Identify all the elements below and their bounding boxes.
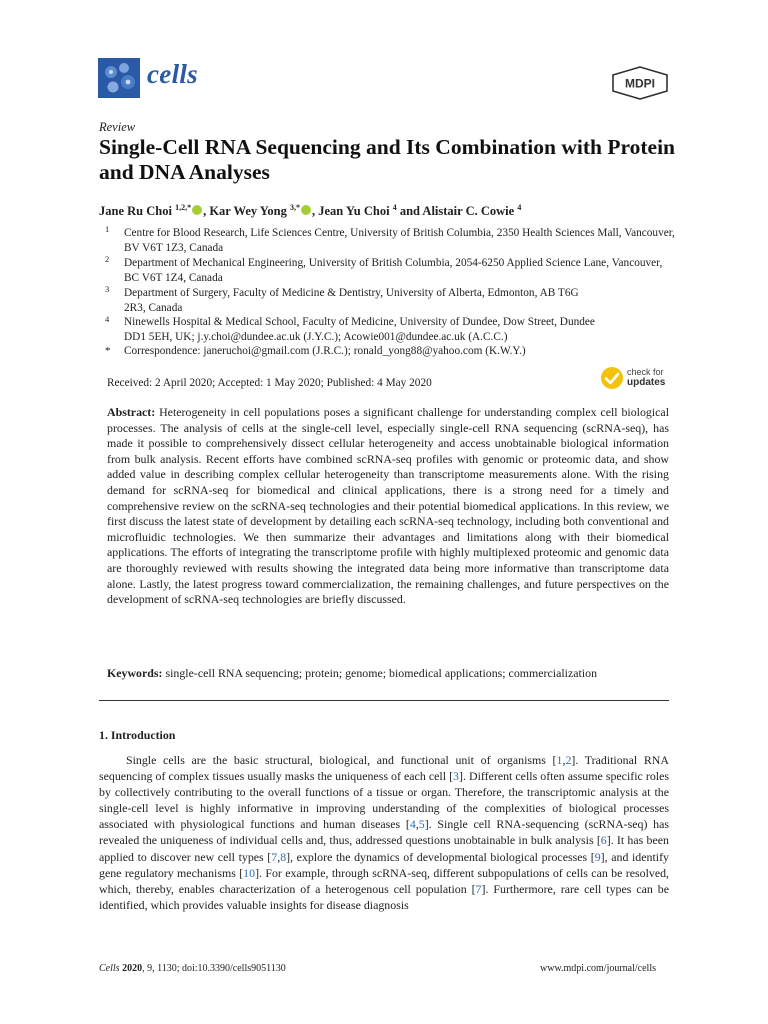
footer-journal-url[interactable]: www.mdpi.com/journal/cells xyxy=(540,963,656,974)
affiliation-number: 2 xyxy=(105,254,110,264)
author-name: Jean Yu Choi xyxy=(318,204,390,219)
orcid-icon[interactable] xyxy=(301,205,311,215)
intro-text: , xyxy=(415,817,419,832)
citation-link[interactable]: 1 xyxy=(556,753,563,767)
abstract-text: Heterogeneity in cell populations poses a significant challenge for understanding complex cell biological processes. The analysis of cells at the single-cell level, especially single-cell RNA sequencing (scRNA-seq), has made it possible to comprehensively dissect cellular heterogeneity and access unobtainable biological information from bulk analysis. Recent efforts have combined scRNA-seq profiles with genomic or proteomic data, and show added value in describing complex cellular heterogeneity than transcriptome measurements alone. With the rising demand for scRNA-seq for biomedical and clinical applications, there is a strong need for a timely and comprehensive review on the scRNA-seq technologies and their potential biomedical applications. In this review, we first discuss the latest state of development by detailing each scRNA-seq technology, including both conventional and microfluidic technologies. We then summarize their advantages and limitations along with their biomedical applications. The efforts of integrating the transcriptome profile with highly multiplexed proteomic and genomic data are thoroughly reviewed with results showing the integrated data being more informative than transcriptome data alone. Lastly, the latest progress toward commercialization, the remaining challenges, and future perspectives on the development of scRNA-seq technologies are briefly discussed. xyxy=(107,405,669,607)
check-updates-line1: check for xyxy=(627,367,664,377)
citation-link[interactable]: 9 xyxy=(594,849,601,864)
citation-link[interactable]: 7 xyxy=(271,849,278,864)
affiliation-number: 3 xyxy=(105,284,110,294)
intro-text: ]. Different cells often assume specific roles by collectively contributing to the overall functions of a tissue or organ. Therefore, the transcriptomic analysis at the single-cell level is highly informative in improving understanding of the complexities of biological processes associated with physiological functions and human diseases [ xyxy=(99,769,669,832)
affiliation-number: * xyxy=(105,345,111,357)
author-list: Jane Ru Choi $^{1,2,*}$ , Kar Wey Yong $^{3,*}$ , Jean Yu Choi $^4$ and Alistair C. Cowie $^4$ xyxy=(99,203,522,219)
intro-text: ]. For example, through scRNA-seq, different subpopulations of cells can be resolved, which, thereby, enables characterization of a heterogenous cell population [ xyxy=(99,865,670,896)
affiliation-number: 1 xyxy=(105,224,110,234)
affiliation-text: Ninewells Hospital & Medical School, Faculty of Medicine, University of Dundee, Dow Street, Dundee DD1 5EH, UK; j.y.choi@dundee.ac.uk (J.Y.C.); Acowie001@dundee.ac.uk (A.C.C.) xyxy=(124,316,595,343)
citation-link[interactable]: 7 xyxy=(475,881,482,896)
keywords xyxy=(107,666,669,681)
mdpi-logo-text: MDPI xyxy=(625,76,655,91)
mdpi-logo xyxy=(610,66,670,100)
citation-link[interactable]: 6 xyxy=(600,833,607,848)
citation-link[interactable]: 2 xyxy=(565,753,572,767)
intro-text: ]. Traditional RNA sequencing of complex tissues usually masks the uniqueness of each cell [ xyxy=(99,753,669,784)
citation-link[interactable]: 5 xyxy=(418,817,425,832)
affiliation-number: 4 xyxy=(105,314,110,324)
affiliation-text: Centre for Blood Research, Life Sciences Centre, University of British Columbia, 2350 Health Sciences Mall, Vancouver, BV V6T 1Z3, Canada xyxy=(124,227,675,254)
journal-name: cells xyxy=(147,59,198,89)
check-updates-line2: updates xyxy=(627,377,666,388)
citation-link[interactable]: 4 xyxy=(409,817,416,832)
divider xyxy=(99,700,669,701)
intro-text: ], and identify gene regulatory mechanisms [ xyxy=(99,849,669,880)
check-updates-icon xyxy=(600,366,624,390)
article-title: Single-Cell RNA Sequencing and Its Combination with Protein and DNA Analyses xyxy=(99,135,675,184)
intro-text: Single cells are the basic structural, biological, and functional unit of organisms [ xyxy=(126,753,557,767)
intro-text: ]. It has been applied to discover new cell types [ xyxy=(99,833,669,864)
citation-link[interactable]: 10 xyxy=(243,865,256,880)
cells-journal-logo xyxy=(98,58,140,98)
author-name: Kar Wey Yong xyxy=(209,204,287,219)
intro-text: ]. Furthermore, rare cell types can be identified, which provides valuable insights for disease diagnosis xyxy=(99,881,669,912)
orcid-icon[interactable] xyxy=(192,205,202,215)
citation-link[interactable]: 8 xyxy=(280,849,287,864)
section-heading: 1. Introduction xyxy=(99,728,176,742)
introduction-paragraph xyxy=(99,752,669,913)
intro-text: , xyxy=(277,849,281,864)
abstract-label: Abstract: xyxy=(107,405,156,419)
footer-citation: Cells 2020, 9, 1130; doi:10.3390/cells9051130 xyxy=(99,963,286,974)
keywords-label: Keywords: xyxy=(107,666,163,680)
author-name: Jane Ru Choi xyxy=(99,204,172,219)
intro-text: ], explore the dynamics of developmental biological processes [ xyxy=(286,849,595,864)
author-name: Alistair C. Cowie xyxy=(422,204,515,219)
intro-text: , xyxy=(562,753,566,767)
affiliation-text: Department of Mechanical Engineering, University of British Columbia, 2054-6250 Applied Science Lane, Vancouver, BC V6T 1Z4, Canada xyxy=(124,257,663,284)
check-for-updates-badge[interactable] xyxy=(600,364,672,394)
publication-dates: Received: 2 April 2020; Accepted: 1 May 2020; Published: 4 May 2020 xyxy=(107,377,432,389)
affiliation-text: Department of Surgery, Faculty of Medicine & Dentistry, University of Alberta, Edmonton, AB T6G 2R3, Canada xyxy=(124,287,579,314)
correspondence-text: Correspondence: janeruchoi@gmail.com (J.R.C.); ronald_yong88@yahoo.com (K.W.Y.) xyxy=(124,345,526,357)
abstract xyxy=(107,405,669,608)
intro-text: ]. Single cell RNA-sequencing (scRNA-seq) has revealed the uniqueness of individual cells and, thus, addressed questions unobtainable in bulk analysis [ xyxy=(99,817,669,848)
citation-link[interactable]: 3 xyxy=(453,769,459,784)
keywords-text: single-cell RNA sequencing; protein; genome; biomedical applications; commercialization xyxy=(165,666,598,680)
article-type: Review xyxy=(99,120,136,134)
